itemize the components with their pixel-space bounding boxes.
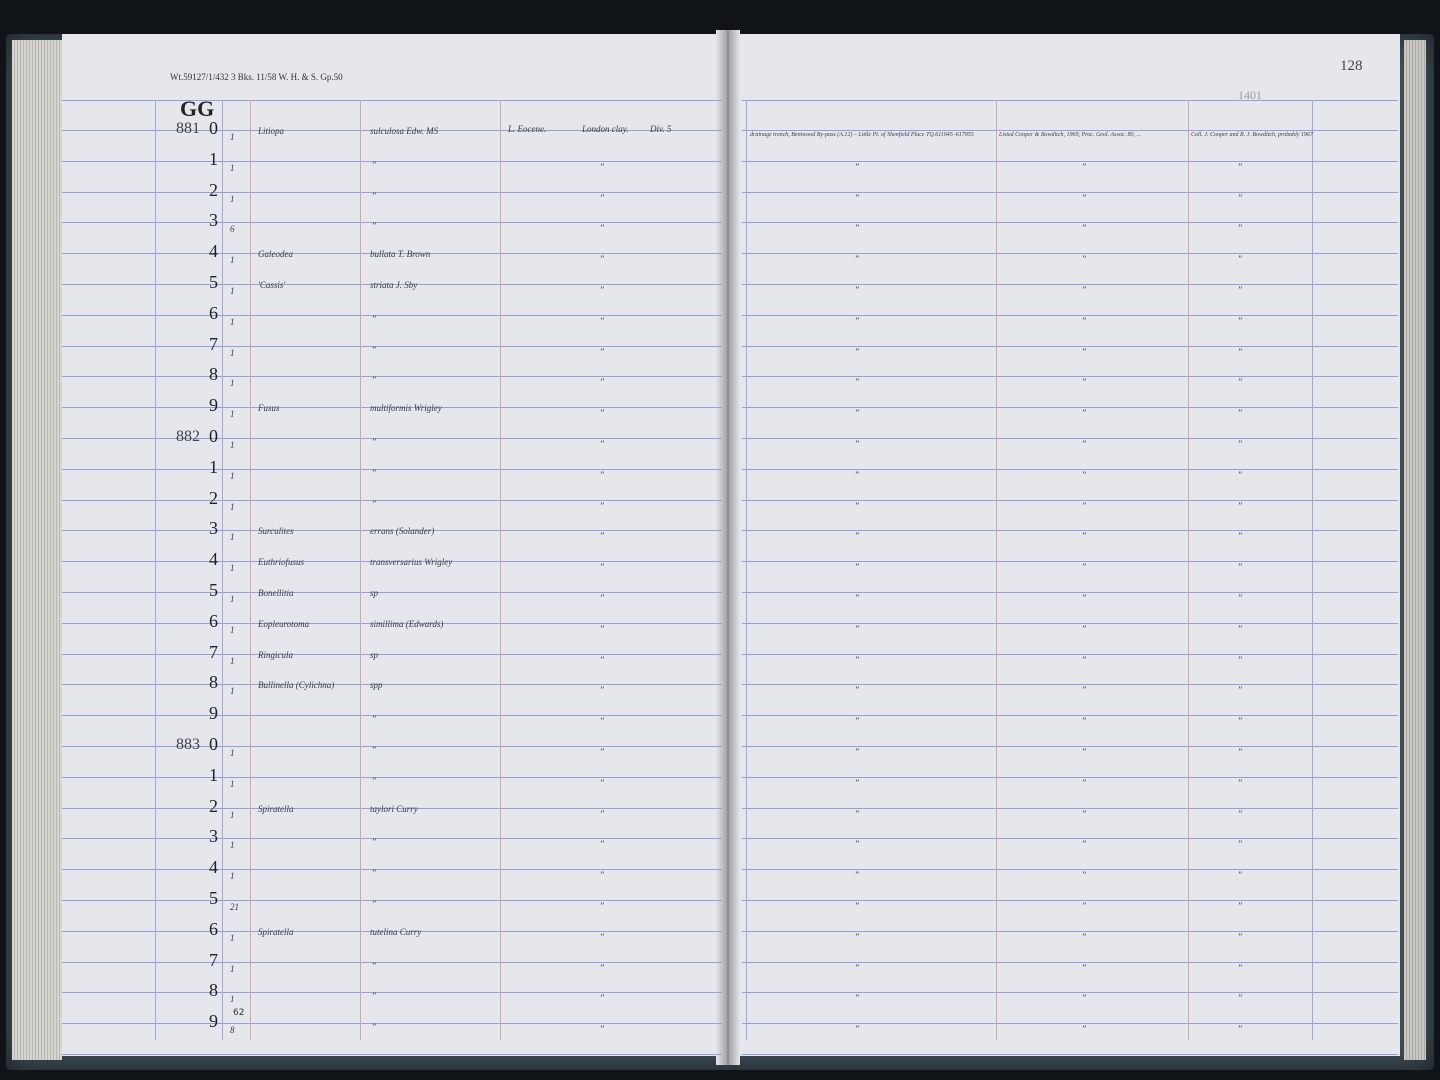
horizontal-rule [742,684,1398,685]
ditto-mark: ” [600,717,605,727]
ditto-mark: ” [600,779,605,789]
ditto-mark: ” [372,438,377,448]
specimen-count: 1 [230,779,235,789]
horizontal-rule [62,100,722,101]
species-name: spp [370,680,383,690]
ditto-mark: ” [855,840,860,850]
ditto-mark: ” [1238,194,1243,204]
ditto-mark: ” [600,994,605,1004]
horizontal-rule [62,346,722,347]
division: Div. 5 [650,124,672,134]
ditto-mark: ” [600,409,605,419]
ditto-mark: ” [1238,840,1243,850]
ditto-mark: ” [855,1025,860,1035]
genus-name: 'Cassis' [258,280,286,290]
ditto-mark: ” [1082,902,1087,912]
horizontal-rule [742,161,1398,162]
horizontal-rule [742,530,1398,531]
ditto-mark: ” [1082,378,1087,388]
ditto-mark: ” [1082,286,1087,296]
species-name: tutelina Curry [370,927,422,937]
ditto-mark: ” [855,378,860,388]
genus-name: Ringicula [258,650,293,660]
species-name: transversarius Wrigley [370,557,453,567]
ditto-mark: ” [372,715,377,725]
ditto-mark: ” [600,563,605,573]
ditto-mark: ” [372,1023,377,1033]
ditto-mark: ” [372,900,377,910]
ditto-mark: ” [855,964,860,974]
geological-age: L. Eocene. [508,124,547,134]
horizontal-rule [742,838,1398,839]
horizontal-rule [742,438,1398,439]
register-row-number: 8 [209,672,218,692]
horizontal-rule [742,623,1398,624]
specimen-count: 1 [230,686,235,696]
ditto-mark: ” [1238,779,1243,789]
horizontal-rule [62,654,722,655]
ditto-mark: ” [1238,163,1243,173]
register-row-number: 7 [209,642,218,662]
ditto-mark: ” [1238,409,1243,419]
horizontal-rule [62,777,722,778]
ditto-mark: ” [600,348,605,358]
ditto-mark: ” [1238,378,1243,388]
ditto-mark: ” [600,255,605,265]
ditto-mark: ” [372,346,377,356]
horizontal-rule [742,1023,1398,1024]
horizontal-rule [742,346,1398,347]
specimen-count: 1 [230,440,235,450]
species-name: taylori Curry [370,804,418,814]
specimen-count: 1 [230,286,235,296]
ditto-mark: ” [1082,686,1087,696]
specimen-count: 1 [230,132,235,142]
ditto-mark: ” [1082,409,1087,419]
horizontal-rule [62,962,722,963]
register-number-prefix: 881 [176,120,200,137]
ditto-mark: ” [600,902,605,912]
ditto-mark: ” [1082,594,1087,604]
genus-name: Litiopa [258,126,285,136]
vertical-rule [996,100,997,1040]
ditto-mark: ” [1082,840,1087,850]
vertical-rule [222,100,223,1040]
ditto-mark: ” [855,502,860,512]
ditto-mark: ” [855,255,860,265]
register-row-number: 3 [209,826,218,846]
ditto-mark: ” [855,286,860,296]
ditto-mark: ” [1082,871,1087,881]
specimen-count: 1 [230,994,235,1004]
ditto-mark: ” [372,838,377,848]
horizontal-rule [62,715,722,716]
ditto-mark: ” [1082,502,1087,512]
specimen-count: 1 [230,964,235,974]
horizontal-rule [742,931,1398,932]
ditto-mark: ” [1082,194,1087,204]
specimen-count: 8 [230,1025,235,1035]
genus-name: Surculites [258,526,294,536]
ditto-mark: ” [1082,471,1087,481]
register-row-number: 5 [209,272,218,292]
register-row-number: 0 [209,118,218,138]
ditto-mark: ” [1238,717,1243,727]
register-row-number: 2 [209,180,218,200]
section-heading: GG [180,96,215,121]
register-row-number: 3 [209,518,218,538]
horizontal-rule [62,469,722,470]
specimen-count: 1 [230,471,235,481]
ditto-mark: ” [600,440,605,450]
horizontal-rule [62,500,722,501]
genus-name: Bullinella (Cylichna) [258,680,335,690]
formation: London clay. [582,124,629,134]
horizontal-rule [742,222,1398,223]
register-row-number: 6 [209,919,218,939]
ditto-mark: ” [1082,224,1087,234]
vertical-rule [1188,100,1189,1040]
ditto-mark: ” [1082,656,1087,666]
species-name: sulculosa Edw. MS [370,126,439,136]
ditto-mark: ” [1238,1025,1243,1035]
specimen-count: 1 [230,840,235,850]
specimen-count: 1 [230,563,235,573]
ditto-mark: ” [600,286,605,296]
ditto-mark: ” [600,871,605,881]
horizontal-rule [742,777,1398,778]
specimen-count: 1 [230,409,235,419]
ditto-mark: ” [1238,656,1243,666]
page-number: 128 [1340,58,1363,74]
ditto-mark: ” [372,376,377,386]
horizontal-rule [742,1054,1398,1055]
ditto-mark: ” [600,378,605,388]
species-name: sp [370,588,379,598]
left-page [62,34,722,1056]
register-row-number: 7 [209,334,218,354]
register-row-number: 8 [209,364,218,384]
horizontal-rule [742,592,1398,593]
ditto-mark: ” [855,532,860,542]
ditto-mark: ” [1082,779,1087,789]
specimen-count: 1 [230,594,235,604]
register-row-number: 3 [209,210,218,230]
ditto-mark: ” [855,717,860,727]
specimen-count: 1 [230,871,235,881]
ditto-mark: ” [1238,440,1243,450]
specimen-count: 1 [230,255,235,265]
species-name: sp [370,650,379,660]
vertical-rule [155,100,156,1040]
horizontal-rule [742,130,1398,131]
ditto-mark: ” [855,779,860,789]
ditto-mark: ” [600,317,605,327]
register-row-number: 9 [209,1011,218,1031]
horizontal-rule [62,1054,722,1055]
horizontal-rule [742,284,1398,285]
ditto-mark: ” [1082,163,1087,173]
register-row-number: 9 [209,395,218,415]
genus-name: Eopleurotoma [258,619,310,629]
ditto-mark: ” [855,933,860,943]
ditto-mark: ” [600,656,605,666]
ditto-mark: ” [1082,255,1087,265]
horizontal-rule [742,900,1398,901]
ditto-mark: ” [1238,594,1243,604]
register-row-number: 9 [209,703,218,723]
ditto-mark: ” [372,222,377,232]
genus-name: Euthriofusus [258,557,305,567]
ditto-mark: ” [1238,532,1243,542]
horizontal-rule [742,253,1398,254]
ditto-mark: ” [855,563,860,573]
ditto-mark: ” [1082,933,1087,943]
horizontal-rule [742,715,1398,716]
ditto-mark: ” [855,440,860,450]
register-number-prefix: 883 [176,736,200,753]
register-row-number: 6 [209,303,218,323]
ditto-mark: ” [372,161,377,171]
ditto-mark: ” [600,532,605,542]
ditto-mark: ” [600,194,605,204]
ditto-mark: ” [372,962,377,972]
ditto-mark: ” [1082,1025,1087,1035]
ditto-mark: ” [855,594,860,604]
ditto-mark: ” [1238,224,1243,234]
book-gutter [716,30,740,1065]
horizontal-rule [62,684,722,685]
ditto-mark: ” [372,192,377,202]
genus-name: Fusus [258,403,280,413]
horizontal-rule [62,1023,722,1024]
specimen-count: 1 [230,378,235,388]
ditto-mark: ” [855,871,860,881]
ditto-mark: ” [600,502,605,512]
specimen-count: 1 [230,194,235,204]
horizontal-rule [742,192,1398,193]
horizontal-rule [62,992,722,993]
horizontal-rule [742,376,1398,377]
specimen-count: 1 [230,656,235,666]
vertical-rule [746,100,747,1040]
horizontal-rule [742,500,1398,501]
ditto-mark: ” [1238,810,1243,820]
horizontal-rule [742,100,1398,101]
ditto-mark: ” [855,317,860,327]
ditto-mark: ” [1082,348,1087,358]
ditto-mark: ” [1082,994,1087,1004]
pencil-note: 1401 [1238,88,1262,102]
species-name: errans (Solander) [370,526,435,536]
horizontal-rule [742,315,1398,316]
ditto-mark: ” [1238,471,1243,481]
ditto-mark: ” [855,348,860,358]
ditto-mark: ” [600,471,605,481]
locality: drainage trench, Bentwood By-pass (A.12) – Little Pt. of Shenfield Place TQ.611945–617955 [750,132,974,138]
horizontal-rule [62,900,722,901]
ditto-mark: ” [855,686,860,696]
page-edges-left [12,40,62,1060]
horizontal-rule [742,746,1398,747]
ditto-mark: ” [1238,563,1243,573]
species-name: bullata T. Brown [370,249,431,259]
ditto-mark: ” [1238,748,1243,758]
ditto-mark: ” [600,163,605,173]
horizontal-rule [742,654,1398,655]
ditto-mark: ” [1238,348,1243,358]
horizontal-rule [742,561,1398,562]
specimen-count: 1 [230,163,235,173]
ditto-mark: ” [372,500,377,510]
register-row-number: 6 [209,611,218,631]
specimen-count: 21 [230,902,239,912]
ditto-mark: ” [855,748,860,758]
ditto-mark: ” [1082,810,1087,820]
ditto-mark: ” [1082,317,1087,327]
ditto-mark: ” [855,810,860,820]
ditto-mark: ” [372,992,377,1002]
horizontal-rule [62,192,722,193]
genus-name: Spiratella [258,804,294,814]
ditto-mark: ” [600,594,605,604]
ditto-mark: ” [600,625,605,635]
species-name: striata J. Sby [370,280,418,290]
ditto-mark: ” [600,933,605,943]
horizontal-rule [62,376,722,377]
specimen-count: 1 [230,748,235,758]
ditto-mark: ” [600,1025,605,1035]
ditto-mark: ” [600,964,605,974]
ditto-mark: ” [372,777,377,787]
horizontal-rule [62,161,722,162]
ditto-mark: ” [855,163,860,173]
register-row-number: 5 [209,580,218,600]
total-count: 62 [233,1008,245,1018]
specimen-count: 1 [230,933,235,943]
specimen-count: 6 [230,224,235,234]
ditto-mark: ” [855,625,860,635]
horizontal-rule [742,407,1398,408]
register-number-prefix: 882 [176,428,200,445]
horizontal-rule [62,869,722,870]
ditto-mark: ” [600,840,605,850]
ditto-mark: ” [1082,563,1087,573]
ditto-mark: ” [1238,686,1243,696]
horizontal-rule [742,869,1398,870]
vertical-rule [500,100,501,1040]
ditto-mark: ” [1082,532,1087,542]
ditto-mark: ” [372,746,377,756]
ditto-mark: ” [1082,625,1087,635]
ditto-mark: ” [372,869,377,879]
genus-name: Bonellitia [258,588,294,598]
ditto-mark: ” [1238,286,1243,296]
specimen-count: 1 [230,317,235,327]
genus-name: Spiratella [258,927,294,937]
horizontal-rule [62,222,722,223]
register-row-number: 8 [209,980,218,1000]
ditto-mark: ” [1238,502,1243,512]
register-row-number: 1 [209,149,218,169]
ditto-mark: ” [855,994,860,1004]
species-name: multiformis Wrigley [370,403,442,413]
ditto-mark: ” [600,748,605,758]
specimen-count: 1 [230,810,235,820]
register-row-number: 4 [209,549,218,569]
register-row-number: 0 [209,426,218,446]
ditto-mark: ” [855,194,860,204]
ditto-mark: ” [1238,255,1243,265]
ditto-mark: ” [372,315,377,325]
ditto-mark: ” [600,810,605,820]
collector: Coll. J. Cooper and R. J. Bowditch, probably 1967 [1191,132,1313,138]
ditto-mark: ” [1238,933,1243,943]
register-row-number: 4 [209,857,218,877]
register-row-number: 2 [209,796,218,816]
genus-name: Galeodea [258,249,293,259]
horizontal-rule [742,962,1398,963]
register-row-number: 7 [209,950,218,970]
ditto-mark: ” [1082,964,1087,974]
page-edges-right [1404,40,1426,1060]
ditto-mark: ” [1238,871,1243,881]
ditto-mark: ” [855,409,860,419]
ditto-mark: ” [600,224,605,234]
ditto-mark: ” [1082,748,1087,758]
horizontal-rule [742,808,1398,809]
ditto-mark: ” [1238,625,1243,635]
horizontal-rule [62,592,722,593]
horizontal-rule [742,992,1398,993]
ditto-mark: ” [1238,317,1243,327]
horizontal-rule [62,315,722,316]
ditto-mark: ” [855,224,860,234]
ditto-mark: ” [855,656,860,666]
horizontal-rule [62,838,722,839]
vertical-rule [360,100,361,1040]
specimen-count: 1 [230,532,235,542]
vertical-rule [250,100,251,1040]
ditto-mark: ” [1238,964,1243,974]
register-row-number: 1 [209,765,218,785]
register-row-number: 1 [209,457,218,477]
ditto-mark: ” [855,471,860,481]
ditto-mark: ” [855,902,860,912]
ditto-mark: ” [372,469,377,479]
specimen-count: 1 [230,348,235,358]
ditto-mark: ” [1238,994,1243,1004]
register-row-number: 2 [209,488,218,508]
register-row-number: 0 [209,734,218,754]
ditto-mark: ” [1238,902,1243,912]
specimen-count: 1 [230,625,235,635]
register-row-number: 5 [209,888,218,908]
species-name: simillima (Edwards) [370,619,444,629]
ditto-mark: ” [1082,440,1087,450]
print-code: Wt.59127/1/432 3 Bks. 11/58 W. H. & S. Gp.50 [170,72,343,82]
reference: Listed Cooper & Bowditch, 1969, Proc. Geol. Assoc. 80, ... [999,132,1141,138]
specimen-count: 1 [230,502,235,512]
register-row-number: 4 [209,241,218,261]
right-page [730,34,1400,1056]
horizontal-rule [742,469,1398,470]
ditto-mark: ” [1082,717,1087,727]
vertical-rule [1312,100,1313,1040]
ditto-mark: ” [600,686,605,696]
